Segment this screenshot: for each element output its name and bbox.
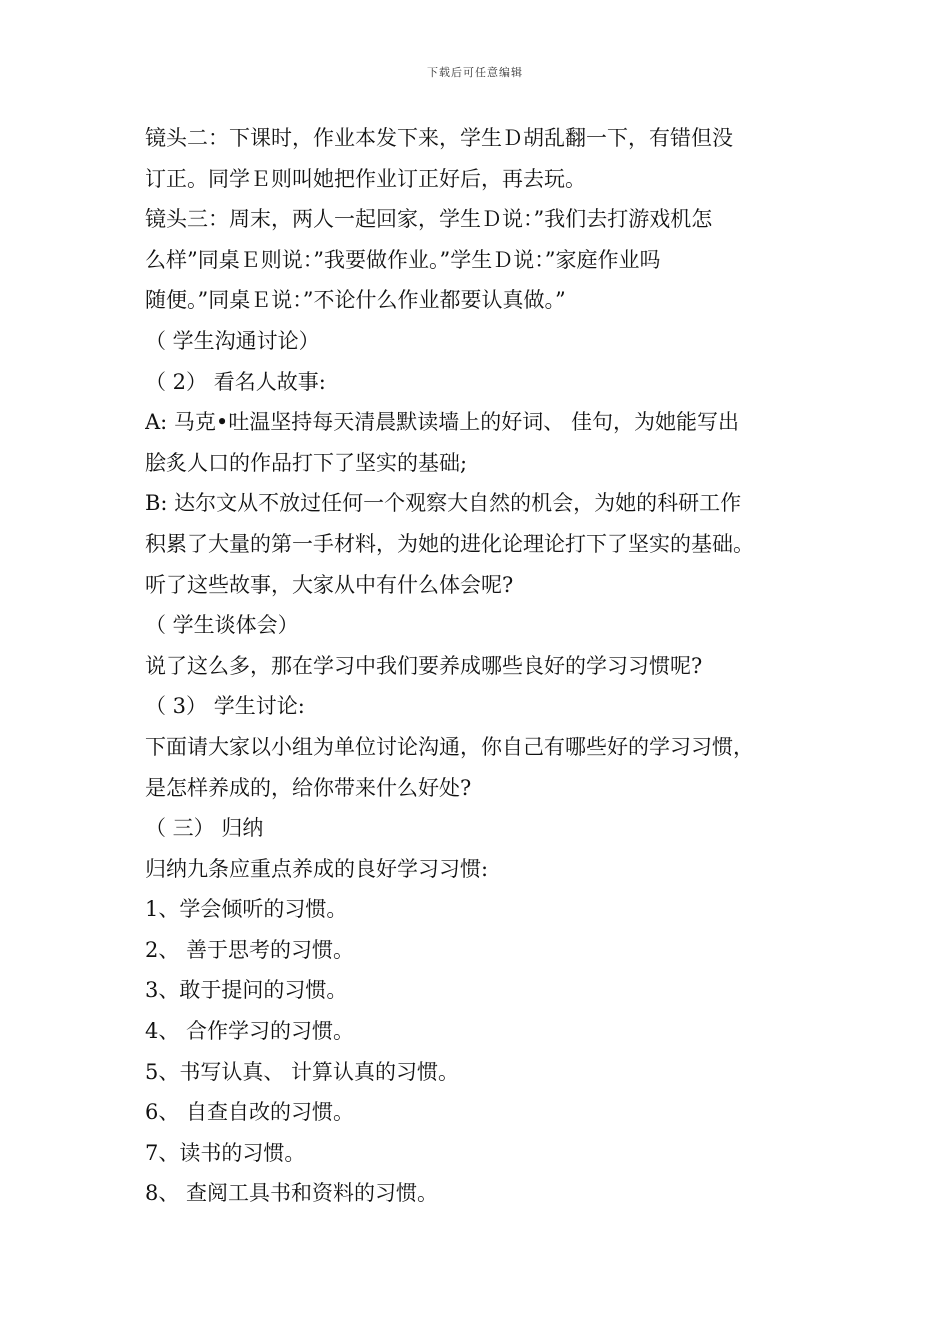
text-line: 2、 善于思考的习惯。 (145, 937, 355, 962)
text-line: 下面请大家以小组为单位讨论沟通，你自己有哪些好的学习习惯， (145, 734, 754, 759)
text-line: （ 3） 学生讨论: (145, 694, 305, 719)
text-line: 5、书写认真、 计算认真的习惯。 (145, 1059, 460, 1084)
text-line: 7、读书的习惯。 (145, 1140, 306, 1165)
text-line: 么样”同桌Ｅ则说：”我要做作业。”学生Ｄ说：”家庭作业吗 (145, 247, 661, 272)
text-line: 归纳九条应重点养成的良好学习习惯: (145, 856, 489, 881)
text-line: 8、 查阅工具书和资料的习惯。 (145, 1181, 439, 1206)
text-line: （ 三） 归纳 (145, 816, 264, 841)
text-line: 是怎样养成的，给你带来什么好处? (145, 775, 472, 800)
text-line: 听了这些故事，大家从中有什么体会呢? (145, 572, 514, 597)
text-line: 随便。”同桌Ｅ说：”不论什么作业都要认真做。” (145, 288, 566, 313)
text-line: 订正。同学Ｅ则叫她把作业订正好后，再去玩。 (145, 166, 586, 191)
text-line: 积累了大量的第一手材料，为她的进化论理论打下了坚实的基础。 (145, 531, 754, 556)
text-line: （ 2） 看名人故事: (145, 369, 326, 394)
document-body (145, 118, 825, 1214)
text-line: 脍炙人口的作品打下了坚实的基础; (145, 450, 468, 475)
text-line: B: 达尔文从不放过任何一个观察大自然的机会，为她的科研工作 (145, 491, 742, 516)
text-line: （ 学生沟通讨论） (145, 328, 320, 353)
page-header: 下载后可任意编辑 (427, 66, 523, 79)
text-line: 6、 自查自改的习惯。 (145, 1100, 355, 1125)
text-line: 4、 合作学习的习惯。 (145, 1019, 355, 1044)
text-line: 镜头二：下课时，作业本发下来，学生Ｄ胡乱翻一下，有错但没 (145, 126, 733, 150)
text-line: 1、学会倾听的习惯。 (145, 897, 348, 922)
text-line: A: 马克•吐温坚持每天清晨默读墙上的好词、 佳句，为她能写出 (145, 410, 739, 435)
text-line: （ 学生谈体会） (145, 613, 299, 638)
text-line: 3、敢于提问的习惯。 (145, 978, 348, 1003)
text-line: 说了这么多，那在学习中我们要养成哪些良好的学习习惯呢? (145, 653, 703, 678)
text-line: 镜头三：周末，两人一起回家，学生Ｄ说：”我们去打游戏机怎 (145, 207, 713, 232)
